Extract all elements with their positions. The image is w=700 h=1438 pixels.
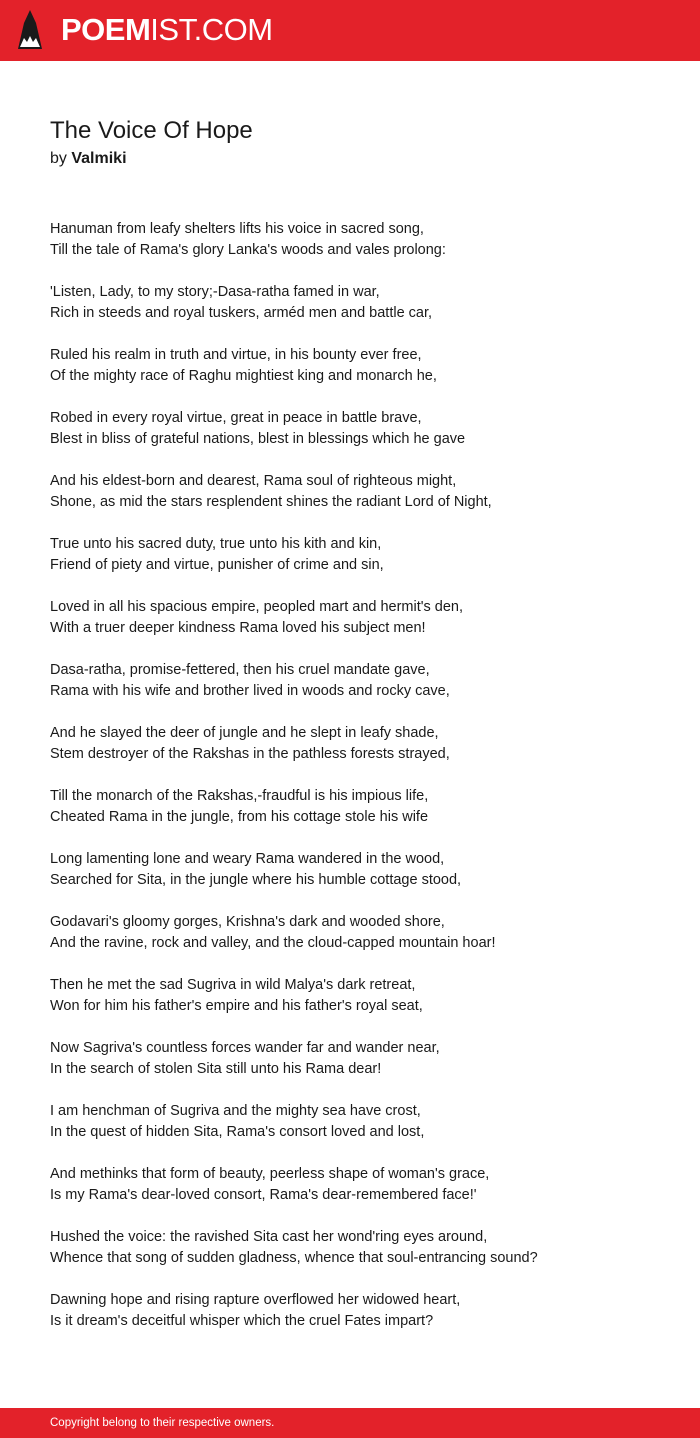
poem-stanza (50, 723, 670, 765)
poem-line: Till the monarch of the Rakshas,-fraudful is his impious life, (50, 788, 429, 804)
logo-brand-light: IST.COM (150, 12, 273, 47)
poem-line: True unto his sacred duty, true unto his kith and kin, (50, 536, 382, 552)
poem-stanza (50, 1290, 670, 1332)
poem-title: The Voice Of Hope (50, 117, 253, 144)
poem-line: Whence that song of sudden gladness, whence that soul-entrancing sound? (50, 1250, 538, 1266)
poem-line: In the quest of hidden Sita, Rama's consort loved and lost, (50, 1124, 425, 1140)
poem-stanza (50, 912, 670, 954)
poem-line: In the search of stolen Sita still unto his Rama dear! (50, 1061, 382, 1077)
poem-line: Godavari's gloomy gorges, Krishna's dark and wooded shore, (50, 914, 445, 930)
poem-line: Loved in all his spacious empire, peopled mart and hermit's den, (50, 599, 464, 615)
poem-line: With a truer deeper kindness Rama loved his subject men! (50, 620, 426, 636)
poem-line: Ruled his realm in truth and virtue, in his bounty ever free, (50, 347, 422, 363)
byline-prefix: by (50, 150, 67, 167)
poem-line: Blest in bliss of grateful nations, blest in blessings which he gave (50, 431, 466, 447)
site-header (0, 0, 700, 61)
poem-author: Valmiki (71, 150, 127, 167)
poem-line: Hanuman from leafy shelters lifts his voice in sacred song, (50, 221, 424, 237)
poem-line: And methinks that form of beauty, peerless shape of woman's grace, (50, 1166, 490, 1182)
copyright-notice: Copyright belong to their respective owners. (50, 1417, 275, 1429)
poem-line: Searched for Sita, in the jungle where his humble cottage stood, (50, 872, 462, 888)
poem-line: Dasa-ratha, promise-fettered, then his cruel mandate gave, (50, 662, 430, 678)
poem-stanza (50, 975, 670, 1017)
poem-stanza (50, 1227, 670, 1269)
site-logo-text (61, 9, 273, 51)
poem-stanza (50, 597, 670, 639)
logo-brand-bold: POEM (61, 12, 151, 47)
poem-line: Of the mighty race of Raghu mightiest king and monarch he, (50, 368, 437, 384)
poem-line: Rich in steeds and royal tuskers, arméd men and battle car, (50, 305, 433, 321)
poem-line: Is it dream's deceitful whisper which the cruel Fates impart? (50, 1313, 434, 1329)
site-logo[interactable] (17, 9, 273, 51)
site-footer (0, 1408, 700, 1438)
poem-line: Friend of piety and virtue, punisher of crime and sin, (50, 557, 384, 573)
poem-byline (50, 149, 127, 169)
poem-line: 'Listen, Lady, to my story;-Dasa-ratha famed in war, (50, 284, 380, 300)
poem-line: Hushed the voice: the ravished Sita cast her wond'ring eyes around, (50, 1229, 488, 1245)
poem-body (50, 219, 670, 1353)
poem-line: I am henchman of Sugriva and the mighty sea have crost, (50, 1103, 421, 1119)
poem-line: Cheated Rama in the jungle, from his cottage stole his wife (50, 809, 429, 825)
poem-line: Then he met the sad Sugriva in wild Malya's dark retreat, (50, 977, 416, 993)
poem-line: Till the tale of Rama's glory Lanka's woods and vales prolong: (50, 242, 446, 258)
pen-nib-icon (17, 9, 43, 51)
poem-line: Robed in every royal virtue, great in peace in battle brave, (50, 410, 422, 426)
poem-stanza (50, 471, 670, 513)
poem-line: Rama with his wife and brother lived in woods and rocky cave, (50, 683, 450, 699)
poem-stanza (50, 408, 670, 450)
poem-line: Dawning hope and rising rapture overflowed her widowed heart, (50, 1292, 461, 1308)
poem-stanza (50, 534, 670, 576)
poem-line: Stem destroyer of the Rakshas in the pathless forests strayed, (50, 746, 450, 762)
poem-stanza (50, 219, 670, 261)
poem-line: Now Sagriva's countless forces wander far and wander near, (50, 1040, 440, 1056)
poem-line: And he slayed the deer of jungle and he slept in leafy shade, (50, 725, 439, 741)
poem-stanza (50, 345, 670, 387)
poem-line: And his eldest-born and dearest, Rama soul of righteous might, (50, 473, 457, 489)
poem-stanza (50, 849, 670, 891)
poem-stanza (50, 1101, 670, 1143)
poem-stanza (50, 786, 670, 828)
poem-line: Shone, as mid the stars resplendent shines the radiant Lord of Night, (50, 494, 492, 510)
poem-line: Is my Rama's dear-loved consort, Rama's dear-remembered face!' (50, 1187, 477, 1203)
poem-stanza (50, 660, 670, 702)
poem-stanza (50, 1164, 670, 1206)
poem-line: Won for him his father's empire and his father's royal seat, (50, 998, 423, 1014)
poem-line: And the ravine, rock and valley, and the cloud-capped mountain hoar! (50, 935, 496, 951)
poem-stanza (50, 282, 670, 324)
poem-line: Long lamenting lone and weary Rama wandered in the wood, (50, 851, 445, 867)
poem-stanza (50, 1038, 670, 1080)
